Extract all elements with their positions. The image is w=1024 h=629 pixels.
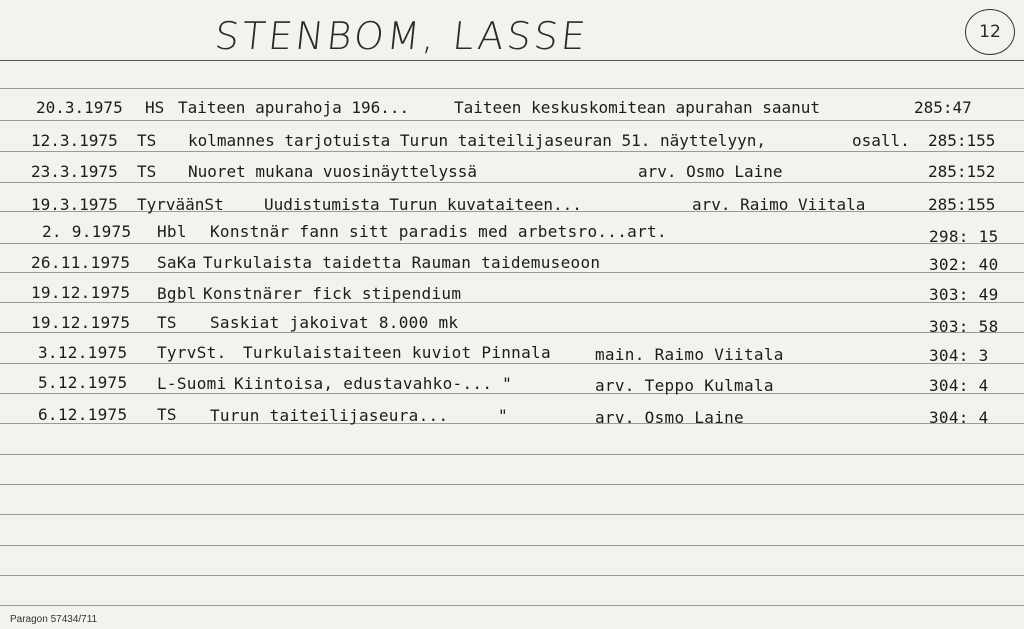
- entry-note: arv. Raimo Viitala: [692, 195, 866, 214]
- entry-note: arv. Osmo Laine: [638, 162, 783, 181]
- entry-source: Hbl: [157, 222, 187, 241]
- card-number-badge: 12: [965, 9, 1015, 55]
- ruled-line: [0, 272, 1024, 273]
- entry-title: Turkulaista taidetta Rauman taidemuseoon: [203, 253, 601, 272]
- entry-title: Nuoret mukana vuosinäyttelyssä: [188, 162, 477, 181]
- entry-source: TS: [137, 131, 157, 150]
- ruled-line: [0, 151, 1024, 152]
- entry-ref: 285:155: [928, 195, 996, 214]
- entry-date: 5.12.1975: [38, 373, 128, 392]
- entry-title: Turkulaistaiteen kuviot Pinnala: [243, 343, 551, 362]
- ruled-line: [0, 88, 1024, 89]
- entry-note: arv. Osmo Laine: [595, 408, 744, 427]
- entry-date: 26.11.1975: [31, 253, 131, 272]
- entry-date: 3.12.1975: [38, 343, 128, 362]
- entry-ref: 303: 58: [929, 317, 999, 336]
- entry-title: Taiteen apurahoja 196...: [178, 98, 410, 117]
- header-rule: [0, 60, 1024, 61]
- entry-source: Bgbl: [157, 284, 197, 303]
- card-name-heading: STENBOM, LASSE: [212, 14, 591, 58]
- ruled-line: [0, 182, 1024, 183]
- entry-date: 19.12.1975: [31, 313, 131, 332]
- entry-title: Konstnärer fick stipendium: [203, 284, 462, 303]
- entry-title: Uudistumista Turun kuvataiteen...: [264, 195, 582, 214]
- ruled-line: [0, 302, 1024, 303]
- entry-title: Saskiat jakoivat 8.000 mk: [210, 313, 459, 332]
- entry-ref: 298: 15: [929, 227, 999, 246]
- entry-ref: 302: 40: [929, 255, 999, 274]
- entry-note: Taiteen keskuskomitean apurahan saanut: [454, 98, 821, 117]
- ruled-line: [0, 120, 1024, 121]
- ruled-line: [0, 454, 1024, 455]
- ruled-line: [0, 393, 1024, 394]
- entry-date: 19.3.1975: [31, 195, 118, 214]
- ruled-line: [0, 332, 1024, 333]
- entry-title: Turun taiteilijaseura... ": [210, 406, 508, 425]
- entry-note: arv. Teppo Kulmala: [595, 376, 774, 395]
- entry-date: 12.3.1975: [31, 131, 118, 150]
- entry-source: TyrvSt.: [157, 343, 227, 362]
- entry-title: kolmannes tarjotuista Turun taiteilijaseuran 51. näyttelyyn,: [188, 131, 766, 150]
- entry-date: 20.3.1975: [36, 98, 123, 117]
- entry-ref: 303: 49: [929, 285, 999, 304]
- entry-title: Konstnär fann sitt paradis med arbetsro...art.: [210, 222, 667, 241]
- ruled-line: [0, 363, 1024, 364]
- entry-note: osall.: [852, 131, 910, 150]
- entry-source: HS: [145, 98, 165, 117]
- entry-ref: 285:152: [928, 162, 996, 181]
- entry-source: TyrväänSt: [137, 195, 224, 214]
- entry-date: 23.3.1975: [31, 162, 118, 181]
- entry-ref: 304: 4: [929, 376, 989, 395]
- printer-imprint: Paragon 57434/711: [10, 614, 98, 625]
- entry-source: L-Suomi: [157, 374, 227, 393]
- ruled-line: [0, 545, 1024, 546]
- ruled-line: [0, 484, 1024, 485]
- entry-source: TS: [157, 405, 177, 424]
- ruled-line: [0, 605, 1024, 606]
- ruled-line: [0, 423, 1024, 424]
- entry-source: TS: [157, 313, 177, 332]
- entry-ref: 285:155: [928, 131, 996, 150]
- ruled-line: [0, 243, 1024, 244]
- entry-source: SaKa: [157, 253, 197, 272]
- ruled-line: [0, 575, 1024, 576]
- entry-date: 2. 9.1975: [42, 222, 132, 241]
- entry-ref: 304: 4: [929, 408, 989, 427]
- entry-title: Kiintoisa, edustavahko-... ": [234, 374, 513, 393]
- entry-date: 19.12.1975: [31, 283, 131, 302]
- entry-ref: 304: 3: [929, 346, 989, 365]
- ruled-line: [0, 514, 1024, 515]
- entry-note: main. Raimo Viitala: [595, 345, 784, 364]
- entry-ref: 285:47: [914, 98, 972, 117]
- entry-source: TS: [137, 162, 157, 181]
- entry-date: 6.12.1975: [38, 405, 128, 424]
